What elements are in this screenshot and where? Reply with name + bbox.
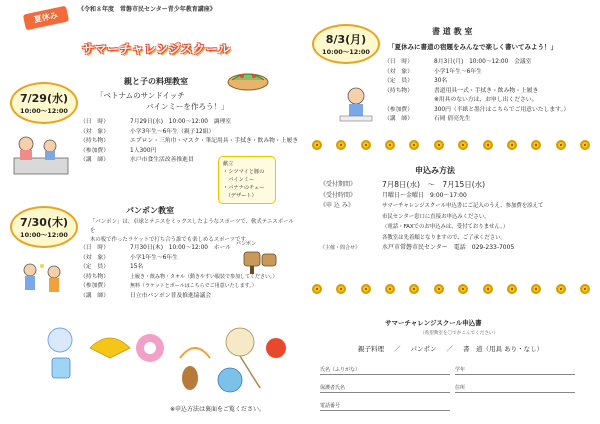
- header-subtitle: 《令和８年度 常磐市民センター青少年教育講座》: [78, 6, 216, 13]
- event2-row: （定 員） 15名: [80, 264, 144, 270]
- name-field[interactable]: 氏名（ふりがな）: [320, 366, 450, 375]
- menu-note-item: （デザート）: [223, 193, 257, 199]
- event1-subtitle: [96, 90, 229, 112]
- sunflower-icon: [531, 284, 541, 294]
- event2-date-badge: [10, 206, 78, 248]
- event3-row: （定 員） 30名: [384, 78, 448, 84]
- sunflower-icon: [580, 140, 590, 150]
- pingpong-kids-illustration-icon: [16, 258, 68, 298]
- summer-tag: 夏休み: [23, 6, 69, 31]
- apply-details: [320, 180, 590, 254]
- event1-title: 親と子の料理教室: [124, 77, 188, 86]
- event1-row: （講 師） 水戸市食生活改善推進員: [80, 157, 194, 163]
- sunflower-icon: [458, 140, 468, 150]
- event1-row: （持ち物） エプロン・三角巾・マスク・筆記用具・手拭き・飲み物・上履き: [80, 138, 299, 144]
- sunflower-divider: [312, 140, 590, 152]
- sunflower-icon: [409, 140, 419, 150]
- event1-date: 7/29(水): [19, 92, 69, 105]
- apply-row: 市民センター窓口に直接お申込みください。: [382, 213, 490, 220]
- menu-note: [218, 156, 276, 204]
- event3-row: （日 時） 8月3日(月) 10:00～12:00 会議室: [384, 59, 532, 65]
- sunflower-icon: [434, 284, 444, 294]
- event2-row: （対 象） 小学1年生～6年生: [80, 254, 178, 261]
- event3-row: （持ち物） 書道用具一式・手拭き・飲み物・上履き: [384, 87, 539, 94]
- event2-time: 10:00～12:00: [20, 231, 68, 239]
- sunflower-icon: [507, 284, 517, 294]
- sunflower-icon: [483, 284, 493, 294]
- event3-date-badge: [312, 24, 380, 64]
- sunflower-icon: [361, 284, 371, 294]
- sunflower-icon: [507, 140, 517, 150]
- event2-desc-line: 「パンポン」は、卓球とテニスをミックスしたようなスポーツで、軟式テニスボールを: [90, 219, 294, 234]
- event3-date: 8/3(月): [325, 33, 367, 46]
- sunflower-icon: [531, 140, 541, 150]
- event3-details: [384, 58, 569, 125]
- form-course-options: [358, 344, 543, 353]
- event3-row: （参加費） 300円（半紙と墨汁はこちらでご用意いたします。）: [384, 106, 570, 113]
- menu-note-title: 献立: [223, 161, 234, 167]
- form-title: サマーチャレンジスクール申込書: [385, 319, 482, 327]
- guardian-name-field[interactable]: 保護者氏名: [320, 384, 450, 393]
- sunflower-icon: [483, 140, 493, 150]
- apply-row: 《申 込 み》 サマーチャレンジスクール申込書にご記入のうえ、参加費を添えて: [320, 202, 544, 209]
- sunflower-icon: [336, 284, 346, 294]
- apply-row: 《主催・問合せ》 水戸市常磐市民センター 電話 029-233-7005: [320, 244, 515, 251]
- sunflower-icon: [385, 284, 395, 294]
- course-separator: ／: [446, 345, 453, 353]
- event2-row: （持ち物） 上履き・飲み物・タオル（動きやすい服装で参加してください。）: [80, 273, 278, 280]
- event3-row: ※用具のない方は、お申し出ください。: [434, 97, 538, 103]
- sunflower-icon: [312, 140, 322, 150]
- event2-desc-line: 木の板で作ったラケットで打ち合う誰でも楽しめるスポーツです。: [90, 237, 251, 243]
- sunflower-icon: [361, 140, 371, 150]
- event2-row: （日 時） 7月30日(木) 10:00～12:00 ホール: [80, 245, 232, 251]
- address-field[interactable]: 住所: [455, 384, 575, 393]
- event2-description: [90, 218, 295, 245]
- event1-subtitle-line2: バインミーを作ろう！」: [146, 102, 229, 111]
- event3-time: 10:00～12:00: [322, 48, 370, 56]
- sunflower-icon: [336, 140, 346, 150]
- sunflower-icon: [556, 284, 566, 294]
- apply-row: 《受付時間》 月曜日～金曜日 9:00～17:00: [320, 191, 467, 199]
- apply-title: 申込み方法: [415, 166, 455, 175]
- grade-field[interactable]: 学年: [455, 366, 575, 375]
- cooking-family-illustration-icon: [10, 128, 72, 180]
- event1-row: （対 象） 小学3年生～6年生（親子12組）: [80, 128, 215, 135]
- event2-title: パンポン教室: [126, 206, 174, 215]
- event3-subtitle: 「夏休みに書道の宿題をみんなで楽しく書いてみよう！」: [388, 43, 557, 51]
- event1-row: （日 時） 7月29日(水) 10:00～12:00 調理室: [80, 119, 232, 125]
- form-note: （希望教室を〇でかこんでください）: [420, 331, 499, 336]
- event2-row: （参加費） 無料（ラケットとボールはこちらでご用意いたします。）: [80, 283, 257, 289]
- sunflower-icon: [580, 284, 590, 294]
- racket-label: パンポン: [236, 241, 257, 247]
- course-option-cooking[interactable]: 親子料理: [358, 345, 384, 353]
- sunflower-icon: [556, 140, 566, 150]
- menu-note-item: ・シツマイと豚の: [223, 169, 265, 175]
- banh-mi-illustration-icon: [226, 60, 270, 94]
- event2-date: 7/30(木): [19, 216, 69, 229]
- event2-details: [80, 244, 278, 301]
- event3-row: （対 象） 小学1年生～6年生: [384, 68, 482, 75]
- apply-row: 《受付期間》 7月8日(水) ～ 7月15日(水): [320, 180, 486, 189]
- event3-row: （講 師） 石岡 倩亮先生: [384, 116, 471, 122]
- footer-note: ※申込方法は裏面をご覧ください。: [170, 406, 266, 413]
- event1-subtitle-line1: 「ベトナムのサンドイッチ: [96, 91, 185, 100]
- event1-date-badge: [10, 82, 78, 124]
- summer-items-illustration-icon: [40, 318, 290, 398]
- apply-row: 各教室は先着順となりますので、ご了承ください。: [382, 234, 506, 241]
- page-title: サマーチャレンジスクール: [82, 42, 231, 56]
- sunflower-divider: [312, 284, 590, 296]
- course-option-calligraphy[interactable]: 書 道（用具 あり・なし）: [463, 345, 544, 353]
- event2-row: （講 師） 日立市パンポン普及推進協議会: [80, 292, 212, 299]
- menu-note-item: ・バナナのチェー: [223, 185, 265, 191]
- course-separator: ／: [394, 345, 401, 353]
- apply-row: （電話・FAXでのお申込みは、受付ておりません。）: [382, 224, 509, 230]
- sunflower-icon: [458, 284, 468, 294]
- event1-row: （参加費） 1人300円: [80, 147, 157, 154]
- event1-time: 10:00～12:00: [20, 107, 68, 115]
- sunflower-icon: [385, 140, 395, 150]
- menu-note-item: バインミー: [223, 177, 255, 183]
- sunflower-icon: [312, 284, 322, 294]
- sunflower-icon: [434, 140, 444, 150]
- calligraphy-child-illustration-icon: [336, 84, 376, 124]
- phone-field[interactable]: 電話番号: [320, 402, 450, 411]
- event3-title: 書 道 教 室: [432, 27, 473, 36]
- course-option-panpon[interactable]: パンポン: [410, 345, 437, 353]
- sunflower-icon: [409, 284, 419, 294]
